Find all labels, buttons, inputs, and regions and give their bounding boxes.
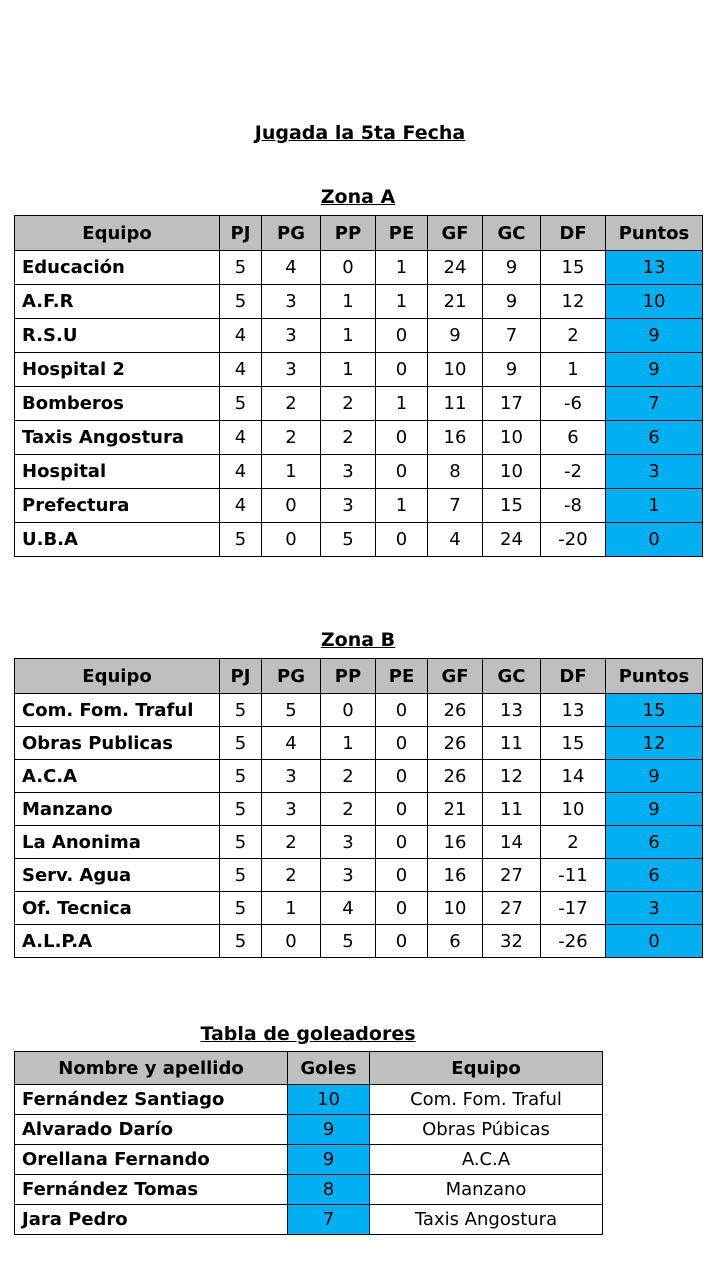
- gf-cell: 16: [428, 421, 483, 455]
- points-cell: 0: [606, 523, 703, 557]
- table-row: [15, 251, 703, 285]
- df-cell: 1: [541, 353, 606, 387]
- gf-cell: 10: [428, 892, 483, 925]
- table-row: [15, 694, 703, 727]
- team-name: Manzano: [15, 793, 220, 826]
- col-header-pj: PJ: [220, 659, 262, 694]
- table-row: [15, 455, 703, 489]
- col-header-puntos: Puntos: [606, 216, 703, 251]
- pg-cell: 1: [262, 455, 321, 489]
- pj-cell: 4: [220, 489, 262, 523]
- col-header-gf: GF: [428, 216, 483, 251]
- pe-cell: 0: [376, 523, 428, 557]
- pg-cell: 0: [262, 523, 321, 557]
- pj-cell: 5: [220, 727, 262, 760]
- col-header-equipo: Equipo: [15, 659, 220, 694]
- zone-b-header-row: [15, 659, 703, 694]
- team-name: Com. Fom. Traful: [15, 694, 220, 727]
- pg-cell: 3: [262, 793, 321, 826]
- gf-cell: 16: [428, 859, 483, 892]
- col-header-nombre: Nombre y apellido: [15, 1052, 288, 1085]
- table-row: [15, 285, 703, 319]
- pp-cell: 2: [321, 387, 376, 421]
- gc-cell: 32: [483, 925, 541, 958]
- table-row: [15, 760, 703, 793]
- pp-cell: 3: [321, 455, 376, 489]
- player-team: Taxis Angostura: [370, 1205, 603, 1235]
- pj-cell: 5: [220, 285, 262, 319]
- pp-cell: 3: [321, 826, 376, 859]
- col-header-pe: PE: [376, 659, 428, 694]
- col-header-gc: GC: [483, 216, 541, 251]
- team-name: Bomberos: [15, 387, 220, 421]
- gc-cell: 9: [483, 285, 541, 319]
- team-name: Hospital: [15, 455, 220, 489]
- team-name: Taxis Angostura: [15, 421, 220, 455]
- gc-cell: 17: [483, 387, 541, 421]
- team-name: Hospital 2: [15, 353, 220, 387]
- gc-cell: 7: [483, 319, 541, 353]
- pj-cell: 5: [220, 793, 262, 826]
- gf-cell: 9: [428, 319, 483, 353]
- pp-cell: 1: [321, 319, 376, 353]
- goals-cell: 9: [288, 1115, 370, 1145]
- df-cell: 13: [541, 694, 606, 727]
- zone-a-title: Zona A: [320, 186, 396, 208]
- table-row: [15, 353, 703, 387]
- gc-cell: 11: [483, 727, 541, 760]
- pp-cell: 0: [321, 694, 376, 727]
- col-header-df: DF: [541, 659, 606, 694]
- df-cell: -2: [541, 455, 606, 489]
- pj-cell: 4: [220, 319, 262, 353]
- points-cell: 9: [606, 319, 703, 353]
- gc-cell: 27: [483, 892, 541, 925]
- df-cell: 15: [541, 251, 606, 285]
- team-name: Of. Tecnica: [15, 892, 220, 925]
- gc-cell: 15: [483, 489, 541, 523]
- pg-cell: 5: [262, 694, 321, 727]
- col-header-pj: PJ: [220, 216, 262, 251]
- pp-cell: 0: [321, 251, 376, 285]
- scorers-body: [15, 1085, 603, 1235]
- df-cell: -17: [541, 892, 606, 925]
- player-team: Obras Púbicas: [370, 1115, 603, 1145]
- player-name: Orellana Fernando: [15, 1145, 288, 1175]
- team-name: Prefectura: [15, 489, 220, 523]
- table-row: [15, 727, 703, 760]
- pg-cell: 2: [262, 421, 321, 455]
- gf-cell: 26: [428, 727, 483, 760]
- table-row: [15, 1085, 603, 1115]
- gc-cell: 24: [483, 523, 541, 557]
- table-row: [15, 319, 703, 353]
- table-row: [15, 421, 703, 455]
- gc-cell: 9: [483, 353, 541, 387]
- pj-cell: 5: [220, 826, 262, 859]
- col-header-pp: PP: [321, 659, 376, 694]
- table-row: [15, 1145, 603, 1175]
- pg-cell: 4: [262, 251, 321, 285]
- pg-cell: 2: [262, 859, 321, 892]
- df-cell: 12: [541, 285, 606, 319]
- pe-cell: 0: [376, 925, 428, 958]
- pe-cell: 0: [376, 760, 428, 793]
- gf-cell: 4: [428, 523, 483, 557]
- points-cell: 6: [606, 859, 703, 892]
- gc-cell: 10: [483, 455, 541, 489]
- points-cell: 15: [606, 694, 703, 727]
- team-name: A.C.A: [15, 760, 220, 793]
- points-cell: 9: [606, 760, 703, 793]
- pp-cell: 1: [321, 285, 376, 319]
- gf-cell: 26: [428, 760, 483, 793]
- df-cell: 6: [541, 421, 606, 455]
- page-title: Jugada la 5ta Fecha: [254, 122, 466, 144]
- pe-cell: 1: [376, 489, 428, 523]
- df-cell: 15: [541, 727, 606, 760]
- team-name: A.F.R: [15, 285, 220, 319]
- df-cell: -26: [541, 925, 606, 958]
- pg-cell: 0: [262, 925, 321, 958]
- pj-cell: 4: [220, 353, 262, 387]
- pe-cell: 0: [376, 727, 428, 760]
- pj-cell: 5: [220, 892, 262, 925]
- points-cell: 9: [606, 353, 703, 387]
- df-cell: 10: [541, 793, 606, 826]
- gc-cell: 14: [483, 826, 541, 859]
- pp-cell: 5: [321, 925, 376, 958]
- points-cell: 1: [606, 489, 703, 523]
- pe-cell: 0: [376, 892, 428, 925]
- gc-cell: 13: [483, 694, 541, 727]
- gc-cell: 9: [483, 251, 541, 285]
- pg-cell: 2: [262, 387, 321, 421]
- pe-cell: 0: [376, 859, 428, 892]
- pp-cell: 2: [321, 421, 376, 455]
- table-row: [15, 925, 703, 958]
- table-row: [15, 1115, 603, 1145]
- col-header-pg: PG: [262, 659, 321, 694]
- gc-cell: 11: [483, 793, 541, 826]
- pe-cell: 1: [376, 251, 428, 285]
- goals-cell: 7: [288, 1205, 370, 1235]
- gc-cell: 27: [483, 859, 541, 892]
- team-name: R.S.U: [15, 319, 220, 353]
- df-cell: -8: [541, 489, 606, 523]
- gf-cell: 8: [428, 455, 483, 489]
- pg-cell: 0: [262, 489, 321, 523]
- pj-cell: 5: [220, 694, 262, 727]
- col-header-pe: PE: [376, 216, 428, 251]
- pe-cell: 0: [376, 694, 428, 727]
- player-name: Jara Pedro: [15, 1205, 288, 1235]
- team-name: Obras Publicas: [15, 727, 220, 760]
- gf-cell: 21: [428, 793, 483, 826]
- table-row: [15, 489, 703, 523]
- pp-cell: 1: [321, 353, 376, 387]
- player-name: Fernández Santiago: [15, 1085, 288, 1115]
- gf-cell: 24: [428, 251, 483, 285]
- pj-cell: 5: [220, 925, 262, 958]
- df-cell: 2: [541, 826, 606, 859]
- pp-cell: 3: [321, 489, 376, 523]
- table-row: [15, 523, 703, 557]
- df-cell: -6: [541, 387, 606, 421]
- col-header-puntos: Puntos: [606, 659, 703, 694]
- pp-cell: 5: [321, 523, 376, 557]
- goals-cell: 8: [288, 1175, 370, 1205]
- team-name: La Anonima: [15, 826, 220, 859]
- pj-cell: 5: [220, 387, 262, 421]
- col-header-pg: PG: [262, 216, 321, 251]
- team-name: A.L.P.A: [15, 925, 220, 958]
- pj-cell: 5: [220, 523, 262, 557]
- pg-cell: 2: [262, 826, 321, 859]
- pe-cell: 1: [376, 285, 428, 319]
- points-cell: 10: [606, 285, 703, 319]
- points-cell: 9: [606, 793, 703, 826]
- player-name: Fernández Tomas: [15, 1175, 288, 1205]
- points-cell: 12: [606, 727, 703, 760]
- player-team: A.C.A: [370, 1145, 603, 1175]
- pj-cell: 4: [220, 455, 262, 489]
- pp-cell: 1: [321, 727, 376, 760]
- team-name: U.B.A: [15, 523, 220, 557]
- points-cell: 3: [606, 892, 703, 925]
- scorers-title: Tabla de goleadores: [200, 1023, 416, 1045]
- col-header-goles: Goles: [288, 1052, 370, 1085]
- pe-cell: 0: [376, 319, 428, 353]
- zone-b-body: [15, 694, 703, 958]
- pp-cell: 4: [321, 892, 376, 925]
- zone-b-table: [14, 658, 703, 958]
- scorers-table: [14, 1051, 603, 1235]
- table-row: [15, 859, 703, 892]
- zone-a-table: [14, 215, 703, 557]
- df-cell: 2: [541, 319, 606, 353]
- gf-cell: 16: [428, 826, 483, 859]
- df-cell: -20: [541, 523, 606, 557]
- pj-cell: 5: [220, 760, 262, 793]
- col-header-gf: GF: [428, 659, 483, 694]
- table-row: [15, 1175, 603, 1205]
- pj-cell: 4: [220, 421, 262, 455]
- col-header-pp: PP: [321, 216, 376, 251]
- pe-cell: 0: [376, 421, 428, 455]
- points-cell: 0: [606, 925, 703, 958]
- col-header-equipo: Equipo: [370, 1052, 603, 1085]
- points-cell: 6: [606, 826, 703, 859]
- pg-cell: 3: [262, 353, 321, 387]
- pg-cell: 1: [262, 892, 321, 925]
- pg-cell: 3: [262, 319, 321, 353]
- team-name: Educación: [15, 251, 220, 285]
- pe-cell: 0: [376, 455, 428, 489]
- pp-cell: 3: [321, 859, 376, 892]
- gf-cell: 6: [428, 925, 483, 958]
- table-row: [15, 892, 703, 925]
- pg-cell: 4: [262, 727, 321, 760]
- pg-cell: 3: [262, 760, 321, 793]
- player-team: Manzano: [370, 1175, 603, 1205]
- df-cell: -11: [541, 859, 606, 892]
- points-cell: 13: [606, 251, 703, 285]
- gf-cell: 26: [428, 694, 483, 727]
- df-cell: 14: [541, 760, 606, 793]
- gc-cell: 12: [483, 760, 541, 793]
- col-header-df: DF: [541, 216, 606, 251]
- pj-cell: 5: [220, 859, 262, 892]
- points-cell: 7: [606, 387, 703, 421]
- pj-cell: 5: [220, 251, 262, 285]
- scorers-header-row: [15, 1052, 603, 1085]
- gf-cell: 10: [428, 353, 483, 387]
- points-cell: 3: [606, 455, 703, 489]
- pp-cell: 2: [321, 793, 376, 826]
- table-row: [15, 1205, 603, 1235]
- gf-cell: 21: [428, 285, 483, 319]
- col-header-equipo: Equipo: [15, 216, 220, 251]
- gc-cell: 10: [483, 421, 541, 455]
- points-cell: 6: [606, 421, 703, 455]
- pe-cell: 0: [376, 353, 428, 387]
- pe-cell: 1: [376, 387, 428, 421]
- pe-cell: 0: [376, 826, 428, 859]
- pe-cell: 0: [376, 793, 428, 826]
- zone-a-body: [15, 251, 703, 557]
- player-team: Com. Fom. Traful: [370, 1085, 603, 1115]
- zone-a-header-row: [15, 216, 703, 251]
- pp-cell: 2: [321, 760, 376, 793]
- gf-cell: 11: [428, 387, 483, 421]
- goals-cell: 9: [288, 1145, 370, 1175]
- table-row: [15, 793, 703, 826]
- col-header-gc: GC: [483, 659, 541, 694]
- table-row: [15, 387, 703, 421]
- goals-cell: 10: [288, 1085, 370, 1115]
- gf-cell: 7: [428, 489, 483, 523]
- table-row: [15, 826, 703, 859]
- player-name: Alvarado Darío: [15, 1115, 288, 1145]
- team-name: Serv. Agua: [15, 859, 220, 892]
- zone-b-title: Zona B: [320, 629, 396, 651]
- pg-cell: 3: [262, 285, 321, 319]
